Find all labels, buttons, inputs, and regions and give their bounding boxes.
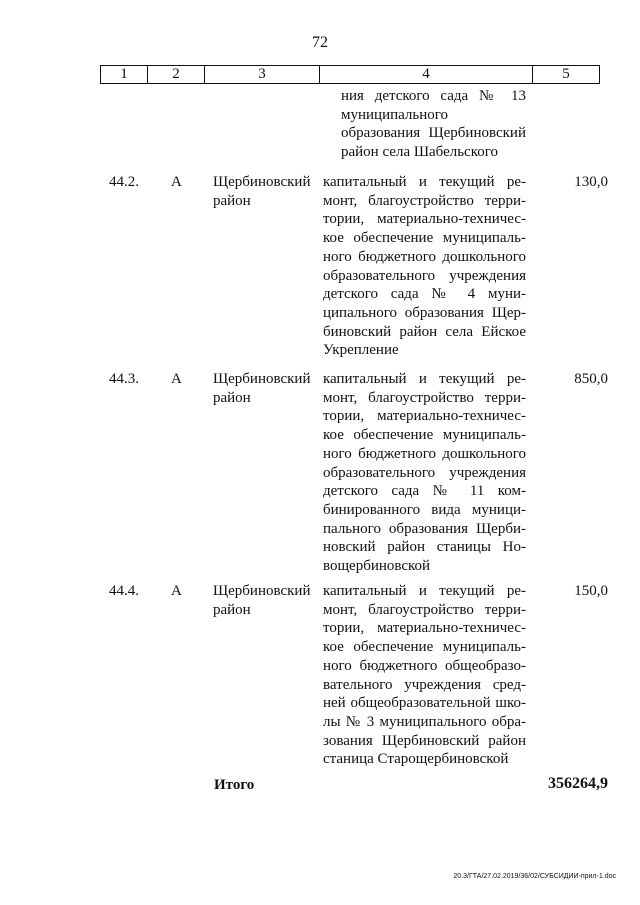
row-area: Щербиновский район	[213, 174, 311, 209]
header-col-2: 2	[148, 66, 205, 84]
header-col-3: 3	[205, 66, 320, 84]
row-amount: 850,0	[574, 371, 608, 387]
row-description: капитальный и текущий ремонт, благоустройство территории, материально-техническое обеспечение муниципального бюджетного дошкольного образовательного учреждения детского сада № 11 комбинированного вида муниципального образования Щербиновский район станицы Новощербиновской	[323, 371, 526, 575]
total-value: 356264,9	[548, 775, 608, 792]
row-description: капитальный и текущий ремонт, благоустройство территории, материально-техническое обеспечение муниципального бюджетного дошкольного образовательного учреждения детского сада № 4 муниципального образования Щербиновский район села Ейское Укрепление	[323, 174, 526, 359]
row-description: капитальный и текущий ремонт, благоустройство территории, материально-техническое обеспечение муниципального бюджетного общеобразовательного учреждения средней общеобразовательной школы № 3 муниципального образования Щербиновский район станица Старощербиновской	[323, 583, 526, 768]
header-col-5: 5	[533, 66, 600, 84]
file-path-footer: 20.3/ГТА/27.02.2019/36/02/СУБСИДИИ-прил-1.doc	[453, 873, 616, 880]
row-number: 44.3.	[109, 371, 139, 387]
row-number: 44.2.	[109, 174, 139, 190]
header-col-1: 1	[101, 66, 148, 84]
row-area: Щербиновский район	[213, 371, 311, 406]
total-label: Итого	[214, 777, 255, 793]
header-col-4: 4	[320, 66, 533, 84]
row-code: А	[171, 174, 182, 190]
row-area: Щербиновский район	[213, 583, 311, 618]
row-amount: 150,0	[574, 583, 608, 599]
row-amount: 130,0	[574, 174, 608, 190]
row-description: ния детского сада № 13 муниципального образования Щербиновский район села Шабельского	[341, 88, 526, 161]
page-number: 72	[312, 34, 328, 51]
row-code: А	[171, 583, 182, 599]
table-header	[100, 65, 600, 84]
row-code: А	[171, 371, 182, 387]
row-number: 44.4.	[109, 583, 139, 599]
